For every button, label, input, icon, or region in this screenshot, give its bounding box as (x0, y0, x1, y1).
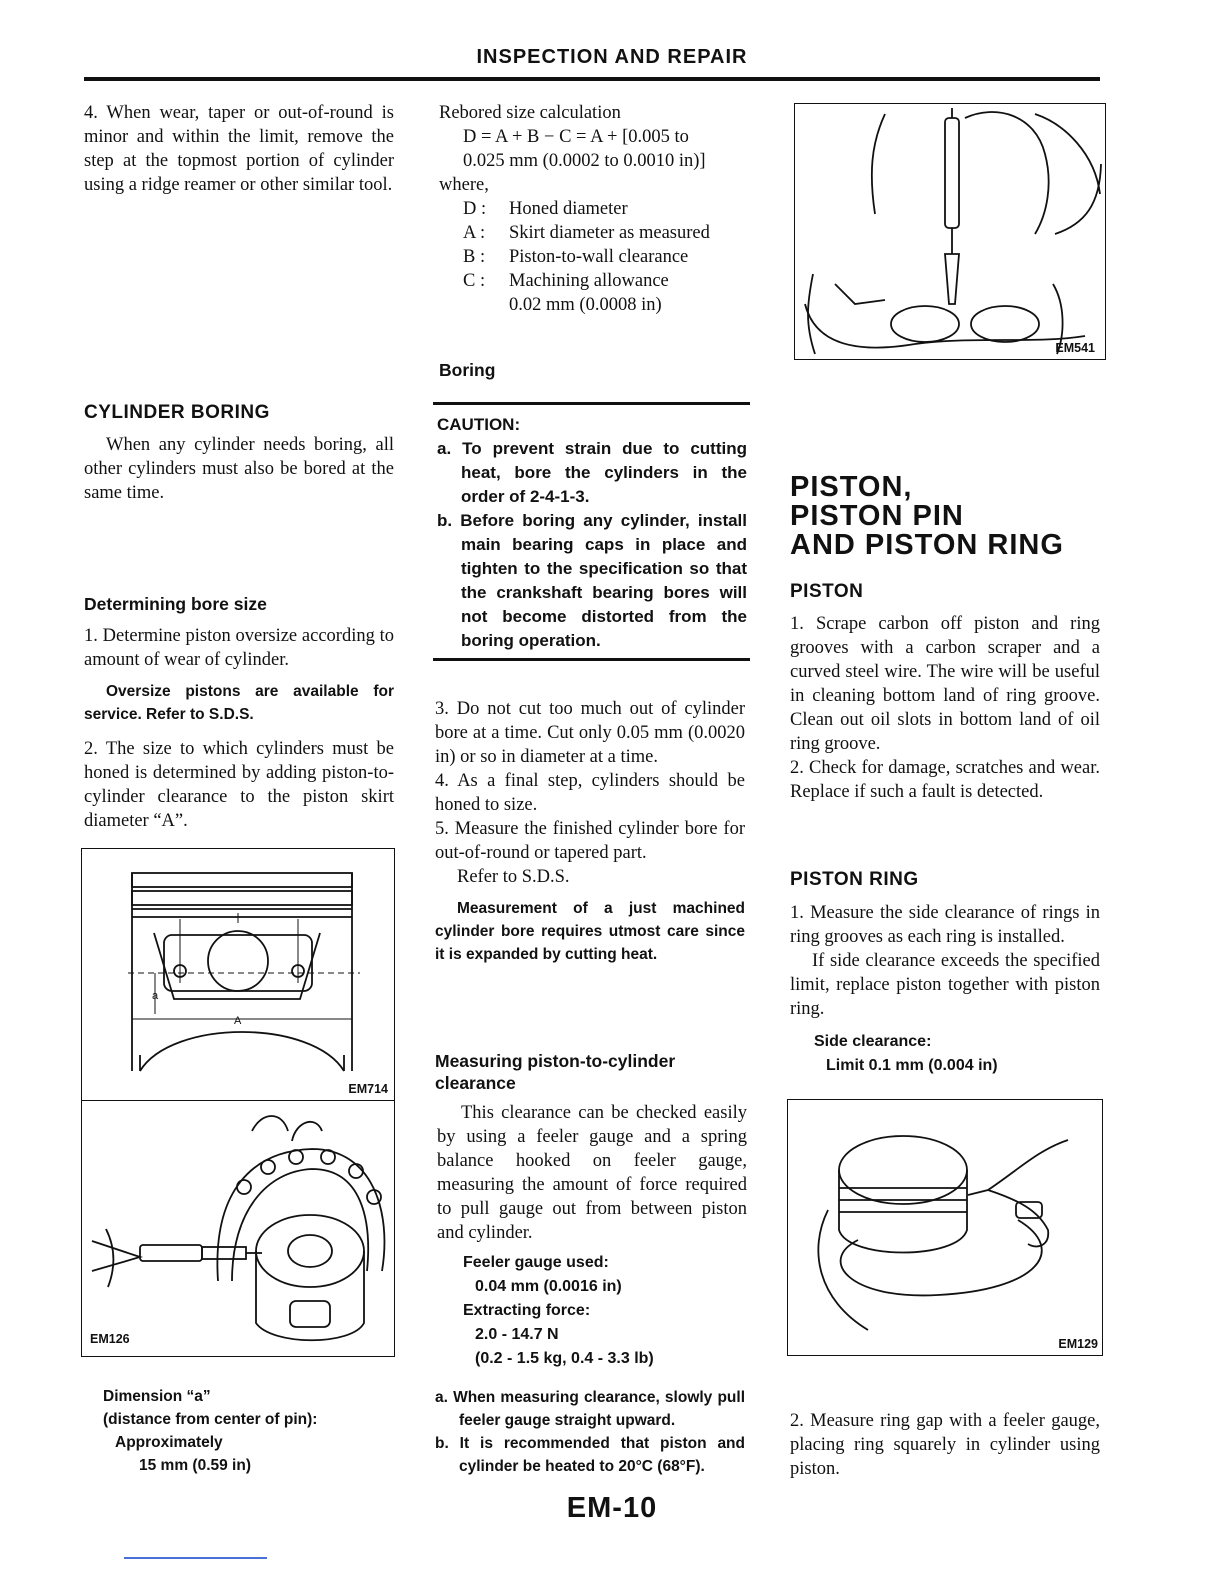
definition-row (463, 221, 751, 245)
boring-heading: Boring (439, 360, 496, 380)
definition-key: B : (463, 247, 486, 267)
piston-step2: 2. Check for damage, scratches and wear. Replace if such a fault is detected. (790, 758, 1100, 802)
piston-section-title (790, 473, 1064, 560)
where-label: where, (439, 175, 489, 195)
definition-row (463, 197, 751, 221)
cylinder-boring-heading: CYLINDER BORING (84, 402, 270, 423)
feeler-spec-block (463, 1251, 743, 1371)
piston-ring-drawing (788, 1100, 1102, 1355)
definition-key: D : (463, 199, 487, 219)
allowance-value: 0.02 mm (0.0008 in) (509, 295, 662, 315)
rebored-calc-block (439, 101, 751, 317)
definition-key: A : (463, 223, 486, 243)
side-clearance-block (814, 1030, 998, 1078)
rebored-title: Rebored size calculation (439, 103, 621, 123)
caution-bottom-rule (433, 658, 750, 661)
dimension-line4: 15 mm (0.59 in) (139, 1457, 251, 1474)
figure-em129-ring-clearance (787, 1099, 1103, 1356)
definition-list (439, 197, 751, 317)
caution-title: CAUTION: (437, 415, 521, 434)
formula-line1: D = A + B − C = A + [0.005 to (463, 127, 689, 147)
caution-top-rule (433, 402, 750, 405)
definition-value: Honed diameter (509, 199, 628, 219)
page-number: EM-10 (566, 1492, 658, 1524)
dimension-line3: Approximately (115, 1434, 223, 1451)
side-clearance-value: Limit 0.1 mm (0.004 in) (826, 1057, 998, 1074)
dimension-line2: (distance from center of pin): (103, 1411, 318, 1428)
definition-row (463, 269, 751, 293)
boring-step4: 4. As a final step, cylinders should be honed to size. (435, 771, 745, 815)
piston-step1: 1. Scrape carbon off piston and ring grooves with a carbon scraper and a curved steel wire. The wire will be useful in cleaning bottom land of ring groove. Clean out oil slots in bottom land of oil ring groove. (790, 614, 1100, 754)
determining-step2: 2. The size to which cylinders must be honed is determined by adding piston-to-cylinder clearance to the piston skirt diameter “A”. (84, 739, 394, 831)
measuring-clearance-heading: Measuring piston-to-cylinder clearance (435, 1051, 676, 1093)
ring-step1b: If side clearance exceeds the specified limit, replace piston together with piston ring. (790, 951, 1100, 1019)
figure-em541-label: EM541 (1055, 341, 1095, 355)
caution-b: b. Before boring any cylinder, install main bearing caps in place and tighten to the specification so that the crankshaft bearing bores will not become distorted from the boring operation. (437, 511, 747, 650)
page-header-title: INSPECTION AND REPAIR (476, 46, 748, 68)
title-line3: AND PISTON RING (790, 529, 1064, 561)
definition-key: C : (463, 271, 486, 291)
ring-step1: 1. Measure the side clearance of rings in ring grooves as each ring is installed. (790, 903, 1100, 947)
cylinder-boring-text: When any cylinder needs boring, all other cylinders must also be bored at the same time. (84, 435, 394, 503)
note-a: a. When measuring clearance, slowly pull feeler gauge straight upward. (435, 1389, 745, 1429)
figure-em714-piston-diagram (81, 848, 395, 1101)
definition-value: Machining allowance (509, 271, 669, 291)
col1-step4: 4. When wear, taper or out-of-round is minor and within the limit, remove the step at the topmost portion of cylinder using a ridge reamer or other similar tool. (84, 103, 394, 195)
figure-em541-spring-balance (794, 103, 1106, 360)
note-b: b. It is recommended that piston and cylinder be heated to 20°C (68°F). (435, 1435, 745, 1475)
boring-step5: 5. Measure the finished cylinder bore for out-of-round or tapered part. (435, 819, 745, 863)
dimension-a-small-label: a (152, 990, 159, 1002)
boring-steps (435, 697, 745, 889)
measurement-note: Measurement of a just machined cylinder bore requires utmost care since it is expanded by cutting heat. (435, 900, 745, 963)
measuring-notes (435, 1386, 745, 1478)
caution-a: a. To prevent strain due to cutting heat, bore the cylinders in the order of 2-4-1-3. (437, 439, 747, 506)
spring-balance-drawing (795, 104, 1105, 359)
ring-step2: 2. Measure ring gap with a feeler gauge, placing ring squarely in cylinder using piston. (790, 1411, 1100, 1479)
title-line2: PISTON PIN (790, 500, 964, 532)
oversize-note: Oversize pistons are available for service. Refer to S.D.S. (84, 683, 394, 723)
determining-step1: 1. Determine piston oversize according to amount of wear of cylinder. (84, 626, 394, 670)
determining-bore-heading: Determining bore size (84, 594, 267, 614)
side-clearance-label: Side clearance: (814, 1033, 932, 1050)
footer-link-underline (124, 1557, 267, 1559)
dimension-A-label: A (234, 1015, 242, 1027)
piston-heading: PISTON (790, 581, 864, 602)
boring-step3: 3. Do not cut too much out of cylinder bore at a time. Cut only 0.05 mm (0.0020 in) or so in diameter at a time. (435, 699, 745, 767)
figure-em714-label: EM714 (348, 1082, 388, 1096)
definition-value: Skirt diameter as measured (509, 223, 710, 243)
dimension-a-note (103, 1385, 393, 1477)
piston-steps (790, 612, 1100, 804)
measuring-clearance-text: This clearance can be checked easily by using a feeler gauge and a spring balance hooked on feeler gauge, measuring the amount of force required to pull gauge out from between piston and cylinder. (437, 1103, 747, 1243)
figure-em129-label: EM129 (1058, 1337, 1098, 1351)
header-rule (84, 77, 1100, 81)
extracting-force-value1: 2.0 - 14.7 N (475, 1326, 559, 1343)
piston-ring-heading: PISTON RING (790, 869, 919, 890)
dimension-line1: Dimension “a” (103, 1388, 211, 1405)
feeler-gauge-value: 0.04 mm (0.0016 in) (475, 1278, 622, 1295)
definition-row (463, 245, 751, 269)
extracting-force-label: Extracting force: (463, 1302, 591, 1319)
feeler-gauge-label: Feeler gauge used: (463, 1254, 609, 1271)
micrometer-drawing (82, 1101, 394, 1356)
figure-em126-micrometer (81, 1100, 395, 1357)
refer-sds: Refer to S.D.S. (457, 867, 570, 887)
extracting-force-value2: (0.2 - 1.5 kg, 0.4 - 3.3 lb) (475, 1350, 654, 1367)
figure-em126-label: EM126 (90, 1332, 130, 1346)
definition-value: Piston-to-wall clearance (509, 247, 689, 267)
formula-line2: 0.025 mm (0.0002 to 0.0010 in)] (463, 151, 706, 171)
caution-box (437, 413, 747, 653)
piston-ring-step1-block (790, 901, 1100, 1021)
title-line1: PISTON, (790, 471, 913, 503)
piston-dimension-drawing (82, 849, 394, 1100)
